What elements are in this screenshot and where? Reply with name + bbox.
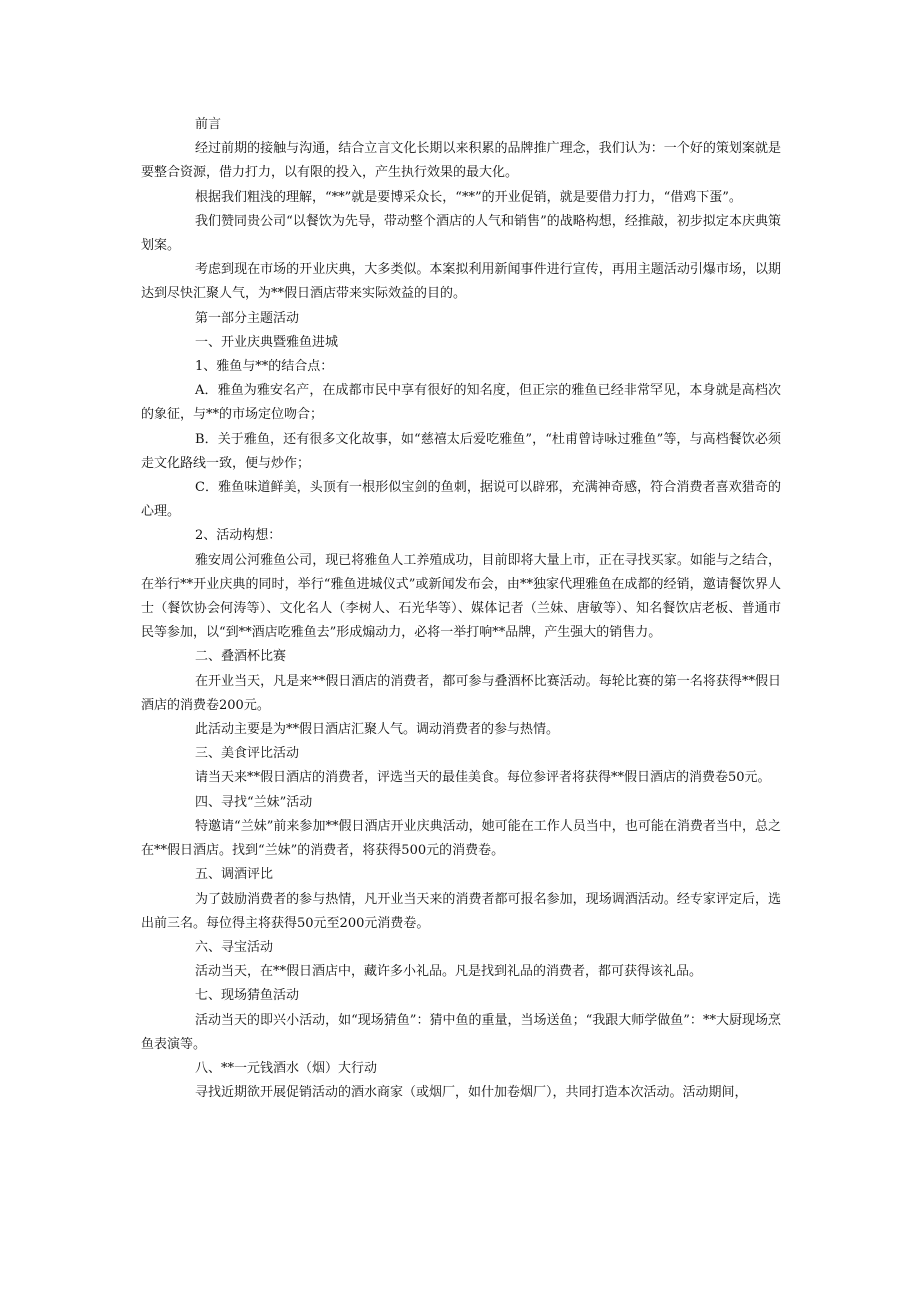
paragraph: A．雅鱼为雅安名产，在成都市民中享有很好的知名度，但正宗的雅鱼已经非常罕见，本身就是高档次的象征，与**的市场定位吻合； — [141, 383, 781, 423]
paragraph: 活动当天的即兴小活动，如“现场猜鱼”：猜中鱼的重量，当场送鱼；“我跟大师学做鱼”：**大厨现场烹鱼表演等。 — [141, 1012, 781, 1052]
paragraph: 为了鼓励消费者的参与热情，凡开业当天来的消费者都可报名参加，现场调酒活动。经专家评定后，选出前三名。每位得主将获得50元至200元消费卷。 — [141, 891, 781, 931]
section-heading: 一、开业庆典暨雅鱼进城 — [195, 334, 339, 350]
paragraph: 在开业当天，凡是来**假日酒店的消费者，都可参与叠酒杯比赛活动。每轮比赛的第一名将获得**假日酒店的消费卷200元。 — [141, 673, 781, 713]
paragraph: 活动当天，在**假日酒店中，藏许多小礼品。凡是找到礼品的消费者，都可获得该礼品。 — [195, 964, 703, 980]
paragraph: 特邀请“兰妹”前来参加**假日酒店开业庆典活动，她可能在工作人员当中，也可能在消费者当中，总之在**假日酒店。找到“兰妹”的消费者，将获得500元的消费卷。 — [141, 818, 781, 859]
section-heading: 三、美食评比活动 — [195, 746, 300, 762]
section-heading: 二、叠酒杯比赛 — [195, 649, 287, 665]
section-heading: 第一部分主题活动 — [195, 310, 300, 326]
paragraph: 考虑到现在市场的开业庆典，大多类似。本案拟利用新闻事件进行宣传，再用主题活动引爆市场，以期达到尽快汇聚人气，为**假日酒店带来实际效益的目的。 — [141, 262, 781, 302]
paragraph: 请当天来**假日酒店的消费者，评选当天的最佳美食。每位参评者将获得**假日酒店的消费卷50元。 — [195, 770, 771, 786]
paragraph: 我们赞同贵公司“以餐饮为先导，带动整个酒店的人气和销售”的战略构想，经推敲，初步拟定本庆典策划案。 — [141, 213, 781, 254]
document-body — [141, 113, 781, 1105]
paragraph: 雅安周公河雅鱼公司，现已将雅鱼人工养殖成功，目前即将大量上市，正在寻找买家。如能与之结合，在举行**开业庆典的同时，举行“雅鱼进城仪式”或新闻发布会，由**独家代理雅鱼在成都的经销，邀请餐饮界人士（餐饮协会何涛等）、文化名人（李树人、石光华等）、媒体记者（兰妹、唐敏等）、知名餐饮店老板、普通市民等参加，以“到**酒店吃雅鱼去”形成煽动力，必将一举打响**品牌，产生强大的销售力。 — [141, 552, 781, 641]
section-heading: 五、调酒评比 — [195, 867, 274, 883]
heading-preface: 前言 — [195, 117, 222, 132]
subsection-heading: 2、活动构想： — [195, 528, 282, 544]
subsection-heading: 1、雅鱼与**的结合点： — [195, 359, 334, 375]
paragraph: B．关于雅鱼，还有很多文化故事，如“慈禧太后爱吃雅鱼”，“杜甫曾诗咏过雅鱼”等，与高档餐饮必须走文化路线一致，便与炒作； — [141, 431, 781, 471]
paragraph: 此活动主要是为**假日酒店汇聚人气。调动消费者的参与热情。 — [195, 722, 560, 738]
section-heading: 七、现场猜鱼活动 — [195, 988, 300, 1004]
paragraph: C．雅鱼味道鲜美，头顶有一根形似宝剑的鱼刺，据说可以辟邪，充满神奇感，符合消费者喜欢猎奇的心理。 — [141, 480, 781, 520]
section-heading: 八、**一元钱酒水（烟）大行动 — [195, 1060, 378, 1076]
section-heading: 四、寻找“兰妹”活动 — [195, 794, 313, 810]
paragraph: 经过前期的接触与沟通，结合立言文化长期以来积累的品牌推广理念，我们认为：一个好的策划案就是要整合资源，借力打力，以有限的投入，产生执行效果的最大化。 — [141, 141, 781, 181]
paragraph: 寻找近期欲开展促销活动的酒水商家（或烟厂，如什加卷烟厂），共同打造本次活动。活动期间， — [195, 1085, 748, 1101]
section-heading: 六、寻宝活动 — [195, 939, 274, 955]
paragraph: 根据我们粗浅的理解，“**”就是要博采众长，“**”的开业促销，就是要借力打力，“借鸡下蛋”。 — [195, 189, 742, 205]
